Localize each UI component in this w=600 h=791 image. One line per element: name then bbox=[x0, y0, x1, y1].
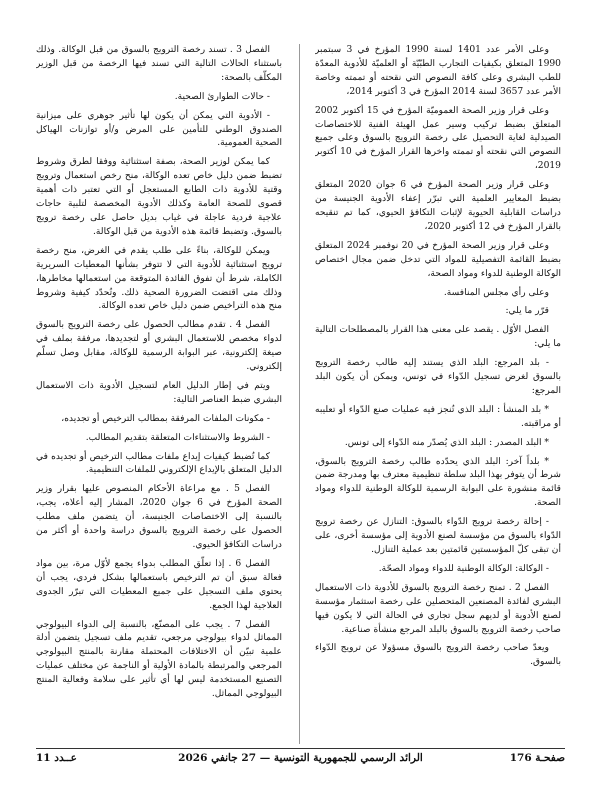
paragraph: * بلد المنشأ : البلد الذي تُنجز فيه عمليات صنع الدّواء أو تعليبه أو مراقبته. bbox=[315, 404, 561, 429]
paragraph: - بلد المرجع: البلد الذي يستند إليه طالب رخصة الترويج بالسوق لغرض تسجيل الدّواء في تونس، ويمكن أن يكون البلد المرجع: bbox=[315, 358, 561, 396]
paragraph: * البلد المصدر : البلد الذي يُصدّر منه الدّواء إلى تونس. bbox=[344, 437, 549, 448]
paragraph: الفصل 2 . تمنح رخصة الترويج بالسوق للأدوية ذات الاستعمال البشري لفائدة المصنعين المتحصلين على رخصة استثمار مؤسسة لصنع الأدوية أو لديهم سجل تجاري في الحالة التي لا يكون فيها صاحب رخصة الترويج بالسوق بالبلد المرجع منشأة صناعية. bbox=[315, 582, 561, 635]
paragraph: - الوكالة: الوكالة الوطنية للدواء ومواد الصحّة. bbox=[378, 563, 549, 574]
paragraph: الفصل 5 . مع مراعاة الأحكام المنصوص عليها بقرار وزير الصحة المؤرخ في 6 جوان 2020، المشار إليه أعلاه، يجب، بالنسبة إلى الاختصاصات الجنيسة، أن يتضمن ملف مطلب الحصول على رخصة الترويج بالسوق دراسة واحدة أو أكثر من دراسات التكافؤ الحيوي. bbox=[36, 484, 282, 550]
paragraph: - الشروط والاستثناءات المتعلقة بتقديم المطالب. bbox=[85, 432, 270, 443]
left-text-column bbox=[36, 44, 282, 744]
paragraph: وعلى قرار وزير الصحة المؤرخ في 20 نوفمبر 2024 المتعلق بضبط القائمة التفصيلية للمواد التي تدخل ضمن مجال اختصاص الوكالة الوطنية للدواء ومواد الصحة، bbox=[315, 240, 561, 279]
paragraph: ويمكن للوكالة، بناءً على طلب يقدم في الغرض، منح رخصة ترويج استثنائية للأدوية التي لا تتوفر بشأنها المعطيات السريرية الكاملة، شرط أن تفوق الفائدة المتوقعة من استعمالها مخاطرها، وذلك متى اقتضت الضرورة الصحية ذلك. وتُحدّد كيفية وشروط منح هذه التراخيص ضمن دليل خاص تعده الوكالة. bbox=[36, 245, 282, 312]
paragraph: - مكونات الملفات المرفقة بمطالب الترخيص أو تجديده، bbox=[61, 413, 270, 424]
paragraph: الفصل 7 . يجب على المصنّع، بالنسبة إلى الدواء البيولوجي المماثل لدواء بيولوجي مرجعي، تقديم ملف تسجيل يتضمن أدلة علمية تبيّن أن الاختلافات المحتملة مقارنة بالمنتج البيولوجي المرجعي والمرتبطة بالمادة الأولية أو الناجمة عن مختلف عمليات التصنيع المستخدمة ليس لها أي تأثير على سلامة وفعالية المنتج البيولوجي المماثل. bbox=[36, 619, 282, 700]
paragraph: وعلى الأمر عدد 1401 لسنة 1990 المؤرخ في 3 سبتمبر 1990 المتعلق بكيفيات التجارب الطبّيّة أو العلميّة للأدوية المعدّة للطب البشري وعلى كافة النصوص التي نقحته أو تممته وخاصة الأمر عدد 3657 لسنة 2014 المؤرخ في 3 أكتوبر 2014، bbox=[315, 45, 561, 97]
paragraph: وعلى قرار وزير الصحة المؤرخ في 6 جوان 2020 المتعلق بضبط المعايير العلمية التي تبرّر إعفاء الأدوية الجنيسة من دراسات القابلية الحيوية لإثبات التكافؤ الحيوي، كما تم تنقيحه بالقرار المؤرخ في 12 أكتوبر 2020، bbox=[315, 180, 561, 232]
column-divider bbox=[299, 44, 300, 744]
paragraph: - إحالة رخصة ترويج الدّواء بالسوق: التنازل عن رخصة ترويج الدّواء بالسوق من مؤسسة لصنع الأدوية إلى مؤسسة أخرى، على أن تبقى كلّ المؤسستين قائمتين بعد عملية التنازل. bbox=[315, 517, 561, 555]
paragraph: وعلى رأي مجلس المنافسة. bbox=[443, 287, 549, 298]
paragraph: وعلى قرار وزير الصحة العموميّة المؤرخ في 15 أكتوبر 2002 المتعلق بضبط تركيب وسير عمل الهيئة الفنية للاختصاصات الصيدلية لغاية التحصيل على رخصة الترويج بالسوق وعلى جميع النصوص التي نقحته أو تممته واخرها القرار المؤرخ في 10 أكتوبر 2019، bbox=[315, 105, 561, 172]
paragraph: الفصل 3 . تسند رخصة الترويج بالسوق من قبل الوكالة. وذلك باستثناء الحالات التالية التي تسند فيها الرخصة من قبل الوزير المكلّف بالصحة: bbox=[36, 45, 282, 83]
page-number: صفحـة 176 bbox=[509, 752, 565, 764]
paragraph: * بلداً آخر: البلد الذي يحدّده طالب رخصة الترويج بالسوق، شرط أن يتوفر بهذا البلد سلطة تنظيمية معترف بها ومدرجة ضمن قائمة منشورة على البوابة الرسمية للوكالة الوطنية للدواء ومواد الصحة. bbox=[315, 456, 561, 509]
paragraph: الفصل 6 . إذا تعلّق المطلب بدواء يجمع لأوّل مرة، بين مواد فعالة سبق أن تم الترخيص باستعمالها بشكل فردي، يجب أن يحتوي ملف التسجيل على جميع المعطيات التي تبرّر الجدوى العلاجية لهذا الجمع. bbox=[36, 558, 282, 611]
paragraph: كما يمكن لوزير الصحة، بصفة استثنائية ووفقا لطرق وشروط تضبط ضمن دليل خاص تعده الوكالة، منح رخص استعمال وترويج وقتية للأدوية ذات الطابع المستعجل أو التي تعتبر ذات أهمية قصوى للصحة العامة وكذلك الأدوية المخصصة لتلبية حاجات علاجية فردية عاجلة في غياب بديل حاصل على رخصة ترويج بالسوق. وتضبط قائمة هذه الأدوية من قبل الوكالة. bbox=[36, 157, 282, 237]
paragraph: - الأدوية التي يمكن أن يكون لها تأثير جوهري على ميزانية الصندوق الوطني للتأمين على المرض و/أو توازنات الهياكل الصحية العمومية. bbox=[36, 110, 282, 149]
issue-number: عــدد 11 bbox=[36, 752, 77, 764]
paragraph: الفصل 4 . تقدم مطالب الحصول على رخصة الترويج بالسوق لدواء مخصص للاستعمال البشري أو لتجديدها، مرفقة بملف في صيغة إلكترونية، عبر البوابة الرسمية للوكالة، مقابل وصل تسلّم إلكتروني. bbox=[36, 320, 282, 373]
page-footer bbox=[36, 752, 565, 770]
footer-rule bbox=[36, 748, 565, 749]
paragraph: ويتم في إطار الدليل العام لتسجيل الأدوية ذات الاستعمال البشري ضبط العناصر التالية: bbox=[36, 380, 282, 405]
paragraph: ويعدّ صاحب رخصة الترويج بالسوق مسؤولا عن ترويج الدّواء بالسوق. bbox=[315, 643, 561, 668]
paragraph: - حالات الطوارئ الصحية. bbox=[174, 91, 270, 102]
paragraph: قرّر ما يلي: bbox=[505, 306, 549, 317]
paragraph: الفصل الأوّل . يقصد على معنى هذا القرار بالمصطلحات التالية ما يلي: bbox=[315, 325, 561, 350]
journal-title-date: الرائد الرسمي للجمهورية التونسية — 27 جانفي 2026 bbox=[178, 752, 423, 764]
right-text-column bbox=[315, 44, 561, 744]
paragraph: كما تُضبط كيفيات إيداع ملفات مطالب الترخيص أو تجديده في الدليل المتعلق بالإيداع الإلكتروني للملفات التنظيمية. bbox=[36, 451, 282, 476]
